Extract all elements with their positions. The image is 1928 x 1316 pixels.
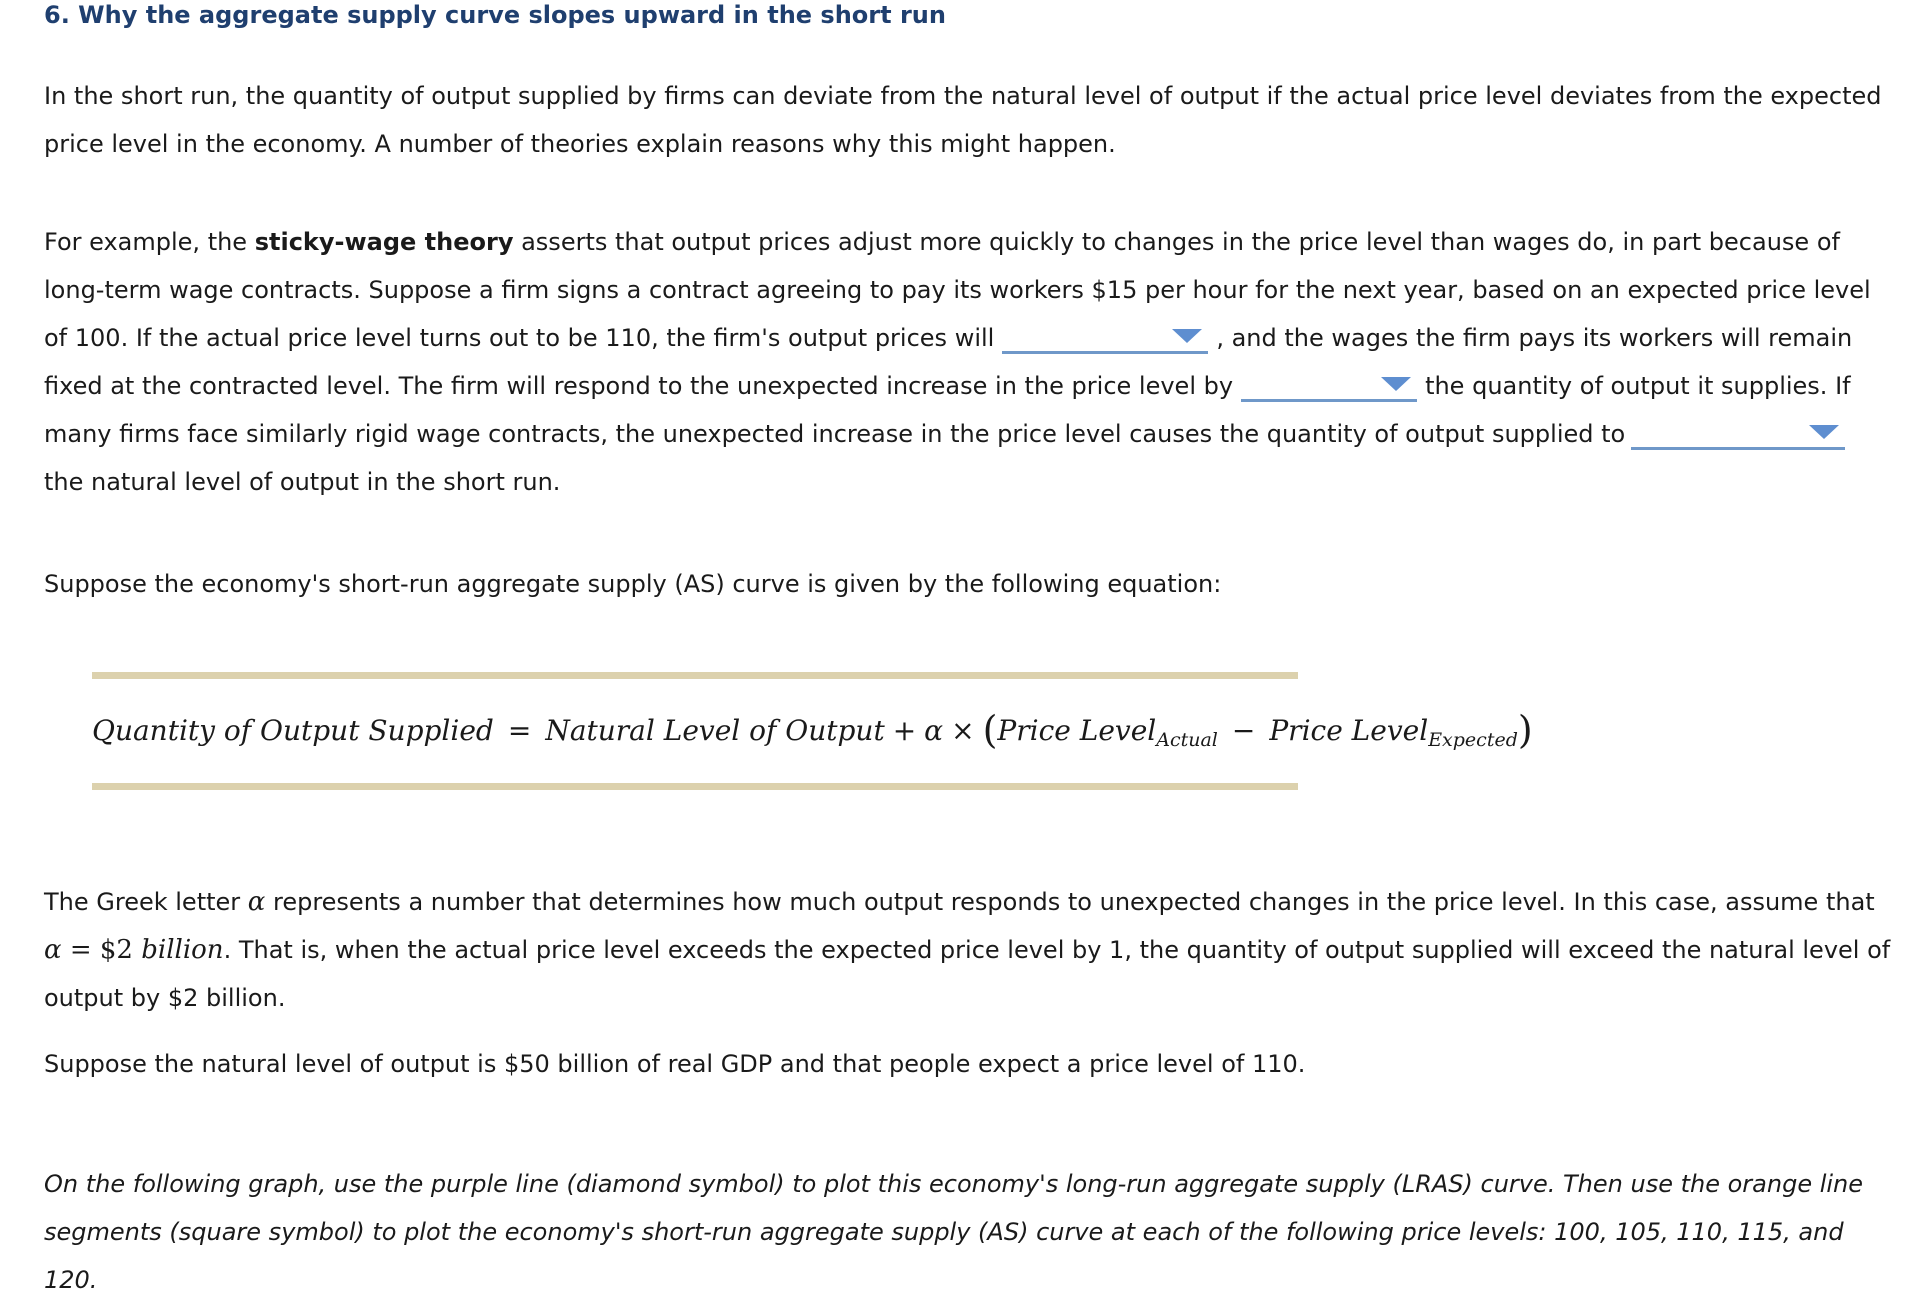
close-paren: ) [1517,708,1533,752]
chevron-down-icon [1172,329,1202,343]
equation-intro: Suppose the economy's short-run aggregate supply (AS) curve is given by the following equation: [44,570,1222,598]
alpha-symbol: α [44,935,62,965]
alpha-unit: billion [132,935,224,965]
text-segment: For example, the [44,228,255,256]
actual-subscript: Actual [1156,729,1218,751]
equation-natural-level: Natural Level of Output [545,714,885,747]
text-segment: asserts that output prices adjust more quickly to changes in the price level than wages do, in part because of long-term wage contracts. Suppose a firm signs a contract agreeing to pay its workers $15 per hour for the next year, based on an expected price level of 100. If the actual price level turns out to be 110, the firm's output prices will [44,228,1871,352]
alpha-symbol: α [247,887,266,917]
alpha-symbol: α [924,714,944,747]
equals-sign: = [61,935,100,965]
chevron-down-icon [1809,425,1839,439]
alpha-value: $2 [99,935,133,965]
text-segment: the quantity of output it supplies. If many firms face similarly rigid wage contracts, the unexpected increase in the price level causes the quantity of output supplied to [44,372,1851,448]
text-segment: , and the wages the firm pays its workers will remain fixed at the contracted level. The firm will respond to the unexpected increase in the price level by [44,324,1853,400]
plus-sign: + [892,714,917,747]
equation-lhs: Quantity of Output Supplied [92,714,494,747]
sticky-wage-term: sticky-wage theory [254,228,514,256]
alpha-paragraph [44,878,1894,1022]
equals-sign: = [507,714,532,747]
quantity-supplied-dropdown[interactable] [1631,417,1845,450]
text-segment: . That is, when the actual price level exceeds the expected price level by 1, the quantity of output supplied will exceed the natural level of output by $2 billion. [44,936,1891,1012]
minus-sign: − [1231,714,1256,747]
times-sign: × [951,714,975,747]
equation-bottom-rule [92,783,1298,790]
as-equation [92,708,1533,760]
text-segment: represents a number that determines how much output responds to unexpected changes in the price level. In this case, assume that [265,888,1875,916]
expected-subscript: Expected [1428,729,1518,751]
output-prices-dropdown[interactable] [1002,321,1208,354]
equation-top-rule [92,672,1298,679]
price-level-expected: Price Level [1269,714,1429,747]
as-equation-box [92,672,1533,790]
open-paren: ( [982,708,998,752]
price-level-actual: Price Level [997,714,1157,747]
sticky-wage-paragraph [44,218,1894,506]
text-segment: the natural level of output in the short run. [44,468,561,496]
question-title: 6. Why the aggregate supply curve slopes upward in the short run [44,1,946,29]
natural-output-paragraph: Suppose the natural level of output is $50 billion of real GDP and that people expect a price level of 110. [44,1050,1306,1078]
graph-instructions: On the following graph, use the purple line (diamond symbol) to plot this economy's long-run aggregate supply (LRAS) curve. Then use the orange line segments (square symbol) to plot the economy's short-run aggregate supply (AS) curve at each of the following price levels: 100, 105, 110, 115, and 120. [44,1170,1864,1294]
text-segment: The Greek letter [44,888,248,916]
intro-paragraph: In the short run, the quantity of output supplied by firms can deviate from the natural level of output if the actual price level deviates from the expected price level in the economy. A number of theories explain reasons why this might happen. [44,82,1882,158]
firm-response-dropdown[interactable] [1241,369,1417,402]
chevron-down-icon [1381,377,1411,391]
